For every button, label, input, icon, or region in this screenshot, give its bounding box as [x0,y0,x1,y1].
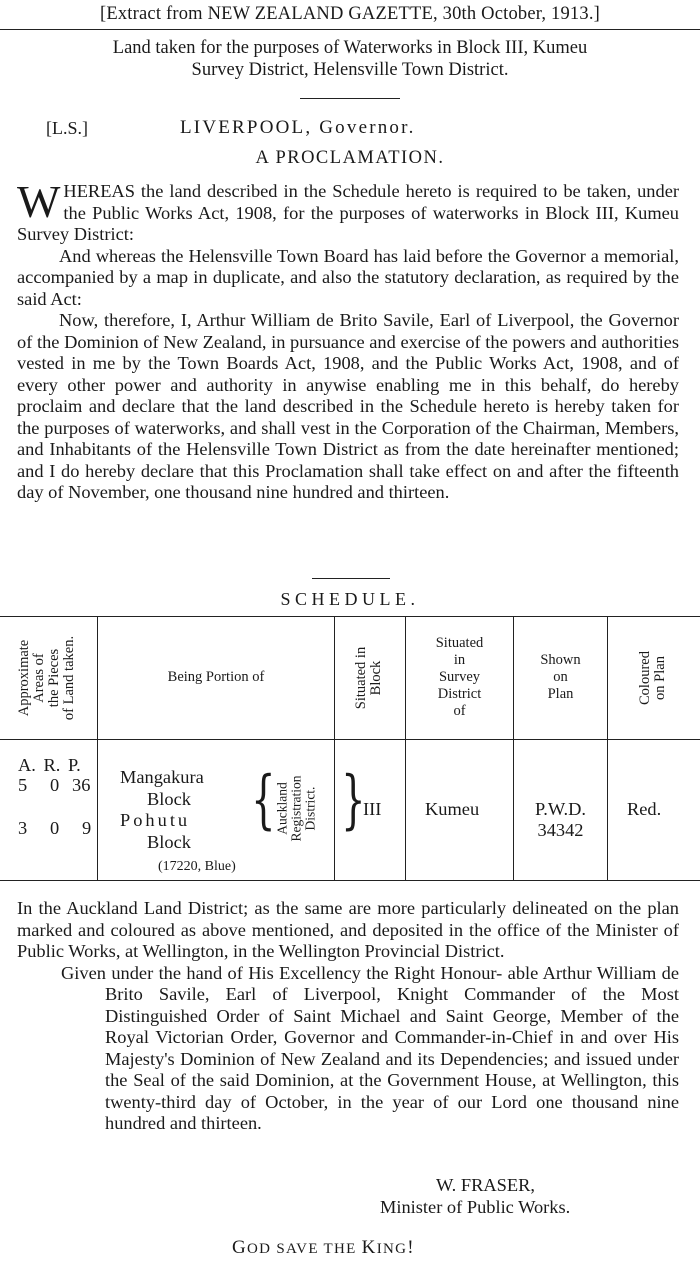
governor-line: LIVERPOOL, Governor. [180,117,416,138]
row1-acres: 5 [18,775,28,795]
gazette-header: [Extract from NEW ZEALAND GAZETTE, 30th October, 1913.] [99,4,601,24]
header-survey-district: Situated in Survey District of [435,635,484,719]
row2-roods: 0 [50,818,60,838]
registration-district: Auckland Registration District. [274,775,318,842]
table-header-rule [0,739,700,740]
proclamation-heading: A PROCLAMATION. [255,148,445,168]
header-areas: Approximate Areas of the Pieces of Land taken. [16,635,77,721]
paragraph-memorial: And whereas the Helensville Town Board has laid before the Governor a memorial, accompanied by a map in duplicate, and also the statutory declaration, as required by the said Act: [17,245,679,309]
header-shown-on-plan: Shown on Plan [540,652,581,702]
row2-acres: 3 [18,818,28,838]
paragraph-land-district: In the Auckland Land District; as the same are more particularly delineated on the plan marked and coloured as above mentioned, and deposited in the office of the Minister of Public Works, at Wellington, in the Wellington Provincial District. [17,898,679,961]
body-rule [312,578,390,579]
paragraph-given-under: Given under the hand of His Excellency the Right Honour- able Arthur William de Brito Savile, Earl of Liverpool, Knight Commander of the Most Distinguished Order of Saint Michael and Saint George, Member of the Royal Victorian Order, Governor and Commander-in-Chief in and over His Majesty's Dominion of New Zealand and its Dependencies; and issued under the Seal of the said Dominion, at the Government House, at Wellington, this twenty-third day of October, in the year of our Lord one thousand nine hundred and thirteen. [61,962,679,1133]
signatory-title: Minister of Public Works. [380,1197,571,1217]
row1-roods: 0 [50,775,60,795]
header-portion: Being Portion of [167,669,265,685]
col-divider-1 [97,616,98,880]
left-brace: { [251,763,276,837]
row1-portion-name: Mangakura [120,767,204,787]
row1-perches: 36 [72,775,91,795]
block-number: III [363,799,382,819]
title-rule [300,98,400,99]
paragraph-whereas: WHEREAS the land described in the Schedule hereto is required to be taken, under the Public Works Act, 1908, for the purposes of waterworks in Block III, Kumeu Survey District: [17,176,679,244]
table-bottom-rule [0,880,700,881]
table-top-rule [0,616,700,617]
closing-body [17,898,679,1135]
proclamation-body [17,176,679,504]
col-divider-2 [334,616,335,880]
plan-reference: P.W.D. 34342 [535,799,586,840]
paragraph-now-therefore: Now, therefore, I, Arthur William de Brito Savile, Earl of Liverpool, the Governor of the Dominion of New Zealand, in pursuance and exercise of the powers and authorities vested in me by the Town Boards Act, 1908, and the Public Works Act, 1908, and of every other power and authority in anywise enabling me in this behalf, do hereby proclaim and declare that the land described in the Schedule hereto is hereby taken for the purposes of waterworks, and shall vest in the Corporation of the Chairman, Members, and Inhabitants of the Helensville Town District as from the date hereinafter mentioned; and I do hereby declare that this Proclamation shall take effect on and after the fifteenth day of November, one thousand nine hundred and thirteen. [17,310,679,502]
col-divider-5 [607,616,608,880]
colour-on-plan: Red. [627,799,662,819]
closing-god-save-the-king: GOD SAVE THE KING! [232,1237,415,1258]
right-brace: } [341,763,366,837]
row1-portion-block: Block [147,789,191,809]
drop-cap: W [17,176,61,227]
seal-mark: [L.S.] [46,118,88,138]
signatory-name: W. FRASER, [436,1175,535,1195]
title-line-1: Land taken for the purposes of Waterworks in Block III, Kumeu [112,38,588,58]
header-block: Situated in Block [353,646,384,710]
deed-reference: (17220, Blue) [158,859,236,874]
title-line-2: Survey District, Helensville Town District. [191,60,509,80]
row2-portion-name: Pohutu [120,810,191,830]
row2-portion-block: Block [147,832,191,852]
notice-title [20,37,680,81]
schedule-title: SCHEDULE. [280,589,420,609]
header-coloured: Coloured on Plan [637,651,668,705]
row2-perches: 9 [82,818,92,838]
area-units: A. R. P. [18,755,81,775]
header-rule [0,29,700,30]
survey-district: Kumeu [425,799,480,819]
